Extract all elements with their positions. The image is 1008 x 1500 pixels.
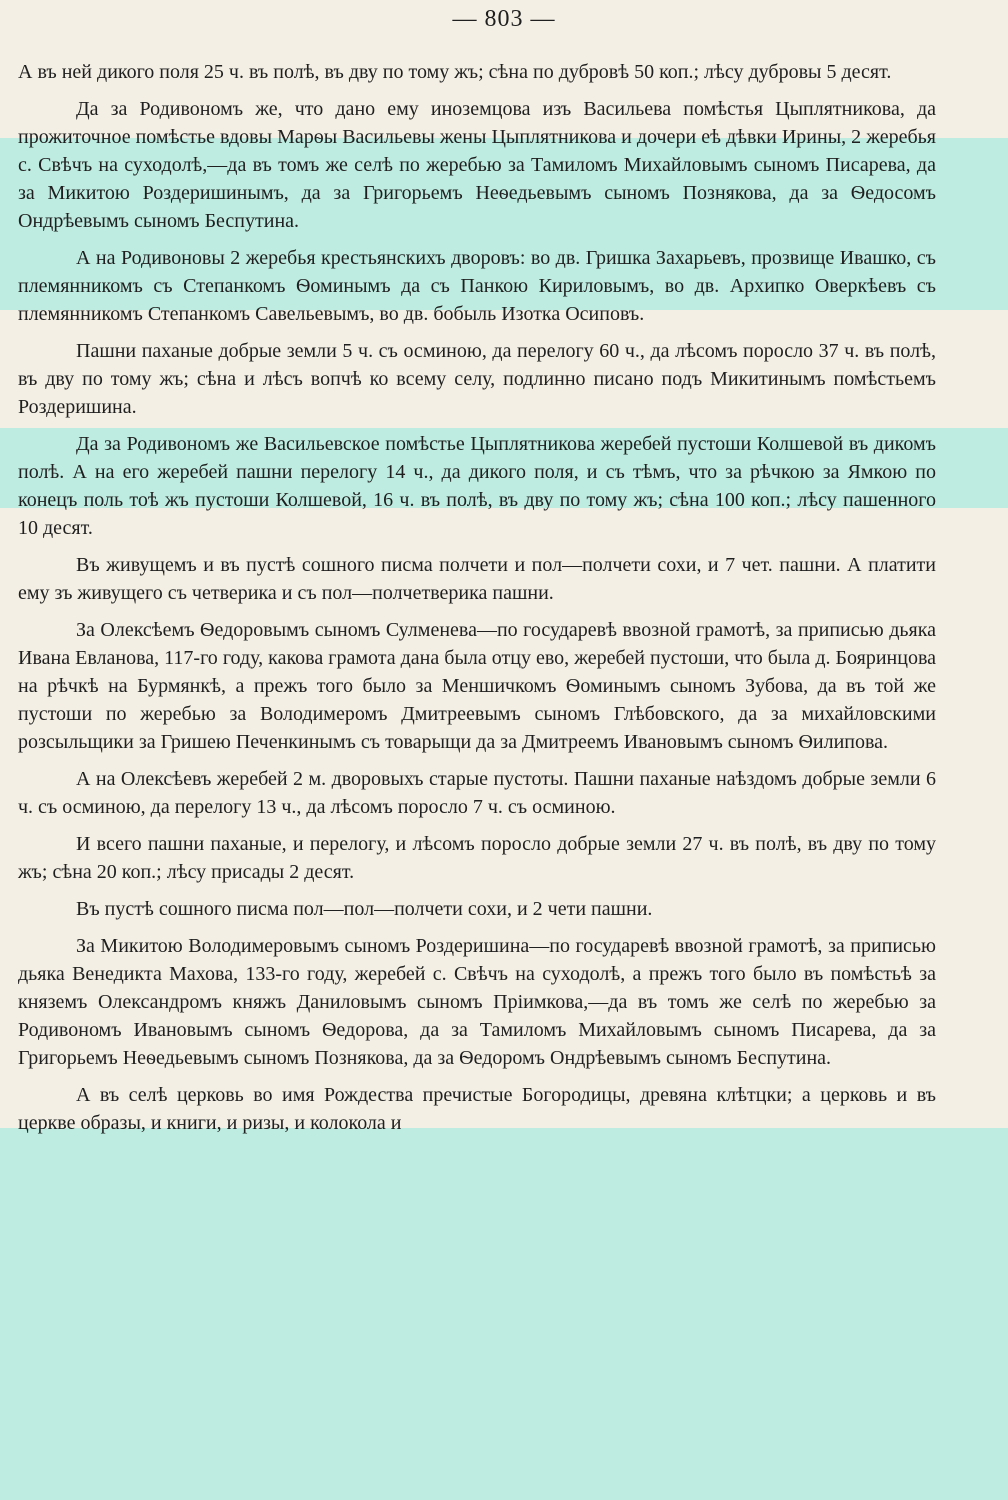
paragraph: И всего пашни паханые, и перелогу, и лѣсомъ поросло добрые земли 27 ч. въ полѣ, въ дву по тому жъ; сѣна 20 коп.; лѣсу присады 2 десят.: [18, 833, 936, 883]
paragraph: А въ ней дикого поля 25 ч. въ полѣ, въ дву по тому жъ; сѣна по дубровѣ 50 коп.; лѣсу дубровы 5 десят.: [18, 61, 892, 83]
paragraph: А въ селѣ церковь во имя Рождества пречистые Богородицы, древяна клѣтцки; а церковь и въ церкве образы, и книги, и ризы, и колокола и: [18, 1084, 936, 1134]
paragraph: Да за Родивономъ же, что дано ему иноземцова изъ Васильева помѣстья Цыплятникова, да прожиточное помѣстье вдовы Марѳы Васильевы жены Цыплятникова и дочери еѣ дѣвки Ирины, 2 жеребья с. Свѣчъ на суходолѣ,—да въ томъ же селѣ по жеребью за Тамиломъ Михайловымъ сыномъ Писарева, да за Микитою Роздеришинымъ, да за Григорьемъ Неѳедьевымъ сыномъ Познякова, да за Ѳедосомъ Ондрѣевымъ сыномъ Беспутина.: [18, 98, 936, 232]
paragraph: Пашни паханые добрые земли 5 ч. съ осминою, да перелогу 60 ч., да лѣсомъ поросло 37 ч. въ полѣ, въ дву по тому жъ; сѣна и лѣсъ вопчѣ ко всему селу, подлинно писано подъ Микитинымъ помѣстьемъ Роздеришина.: [18, 340, 936, 418]
paragraph: За Олексѣемъ Ѳедоровымъ сыномъ Сулменева—по государевѣ ввозной грамотѣ, за приписью дьяка Ивана Евланова, 117-го году, какова грамота дана была отцу ево, жеребей пустоши, что была д. Бояринцова на рѣчкѣ на Бурмянкѣ, а прежъ того было за Меншичкомъ Ѳоминымъ сыномъ Зубова, да въ той же пустоши по жеребью за Володимеромъ Дмитреевымъ сыномъ Глѣбовского, да за михайловскими розсыльщики за Гришею Печенкинымъ съ товарыщи да за Дмитреемъ Ивановымъ сыномъ Ѳилипова.: [18, 619, 936, 753]
paragraph: А на Олексѣевъ жеребей 2 м. дворовыхъ старые пустоты. Пашни паханые наѣздомъ добрые земли 6 ч. съ осминою, да перелогу 13 ч., да лѣсомъ поросло 7 ч. съ осминою.: [18, 768, 936, 818]
body-text: [18, 58, 936, 1146]
paragraph: А на Родивоновы 2 жеребья крестьянскихъ дворовъ: во дв. Гришка Захарьевъ, прозвище Ивашко, съ племянникомъ съ Степанкомъ Ѳоминымъ да съ Панкою Кириловымъ, во дв. Архипко Оверкѣевъ съ племянникомъ Степанкомъ Савельевымъ, во дв. бобыль Изотка Осиповъ.: [18, 247, 936, 325]
highlight-band: [0, 1128, 1008, 1500]
page-number: — 803 —: [452, 6, 556, 32]
paragraph: За Микитою Володимеровымъ сыномъ Роздеришина—по государевѣ ввозной грамотѣ, за приписью дьяка Венедикта Махова, 133-го году, жеребей с. Свѣчъ на суходолѣ, а прежъ того было въ помѣстьѣ за княземъ Олександромъ княжъ Даниловымъ сыномъ Пріимкова,—да въ томъ же селѣ по жеребью за Родивономъ Ивановымъ сыномъ Ѳедорова, да за Тамиломъ Михайловымъ сыномъ Писарева, да за Григорьемъ Неѳедьевымъ сыномъ Познякова, да за Ѳедоромъ Ондрѣевымъ сыномъ Беспутина.: [18, 935, 936, 1069]
paragraph: Въ живущемъ и въ пустѣ сошного писма полчети и пол—полчети сохи, и 7 чет. пашни. А платити ему зъ живущего съ четверика и съ пол—полчетверика пашни.: [18, 554, 936, 604]
paragraph: Въ пустѣ сошного писма пол—пол—полчети сохи, и 2 чети пашни.: [76, 898, 653, 920]
paragraph: Да за Родивономъ же Васильевское помѣстье Цыплятникова жеребей пустоши Колшевой въ дикомъ полѣ. А на его жеребей пашни перелогу 14 ч., да дикого поля, и съ тѣмъ, что за рѣчкою за Ямкою по конецъ поль тоѣ жъ пустоши Колшевой, 16 ч. въ полѣ, въ дву по тому жъ; сѣна 100 коп.; лѣсу пашенного 10 десят.: [18, 433, 936, 539]
